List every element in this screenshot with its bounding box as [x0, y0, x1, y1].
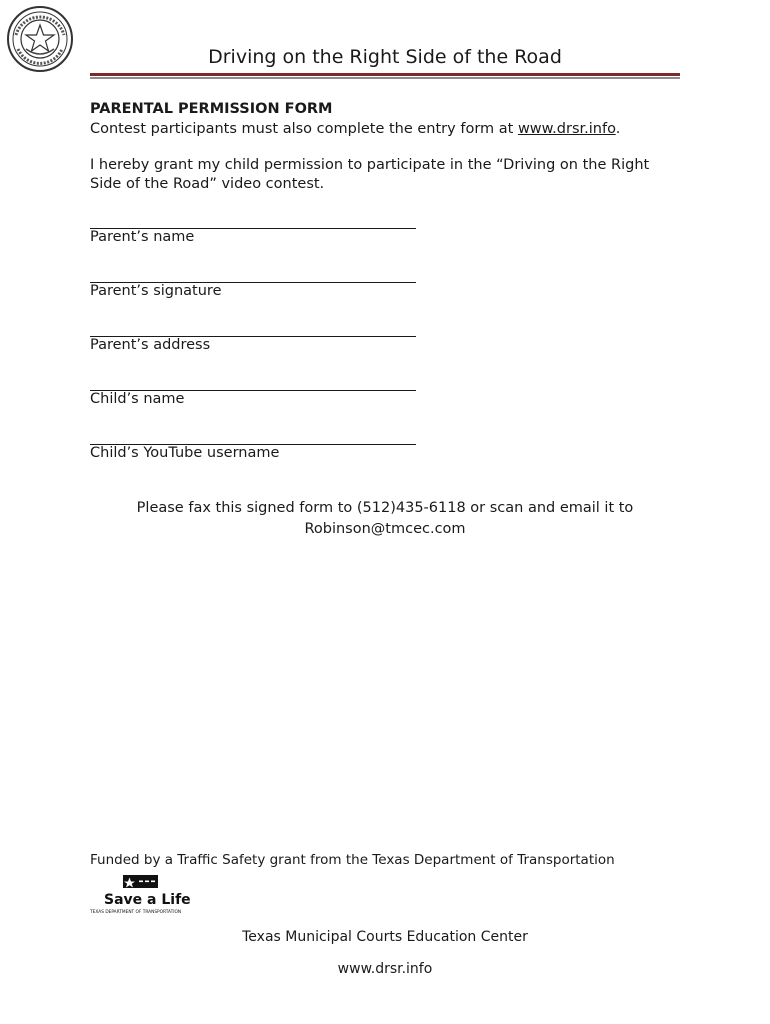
- save-a-life-logo: [90, 873, 200, 915]
- title-rule-gray: [90, 77, 680, 79]
- logo-text: Save a Life: [104, 892, 191, 908]
- parent-signature-label: Parent’s signature: [90, 283, 222, 299]
- fax-line-1: Please fax this signed form to (512)435-6118 or scan and email it to: [136, 500, 634, 516]
- parent-name-label: Parent’s name: [90, 229, 195, 245]
- fax-email: Robinson@tmcec.com: [304, 521, 466, 537]
- fax-instructions: [90, 498, 680, 540]
- entry-suffix: .: [615, 121, 621, 137]
- org-name: Texas Municipal Courts Education Center: [242, 929, 528, 945]
- logo-subtext: TEXAS DEPARTMENT OF TRANSPORTATION: [90, 910, 182, 915]
- form-heading: PARENTAL PERMISSION FORM: [90, 101, 333, 117]
- parent-address-label: Parent’s address: [90, 337, 211, 353]
- footer-website[interactable]: www.drsr.info: [337, 961, 433, 977]
- grant-line-2: Side of the Road” video contest.: [90, 176, 325, 192]
- entry-instruction: [90, 120, 620, 139]
- entry-link[interactable]: www.drsr.info: [517, 121, 616, 137]
- grant-statement: [90, 156, 649, 194]
- grant-line-1: I hereby grant my child permission to participate in the “Driving on the Right: [90, 157, 650, 173]
- entry-prefix: Contest participants must also complete the entry form at: [90, 121, 518, 137]
- court-seal-logo: [6, 5, 74, 73]
- child-name-label: Child’s name: [90, 391, 185, 407]
- child-youtube-label: Child’s YouTube username: [90, 445, 280, 461]
- page-title: Driving on the Right Side of the Road: [208, 46, 562, 68]
- funding-note: Funded by a Traffic Safety grant from the Texas Department of Transportation: [90, 852, 615, 868]
- title-rule-dark: [90, 73, 680, 76]
